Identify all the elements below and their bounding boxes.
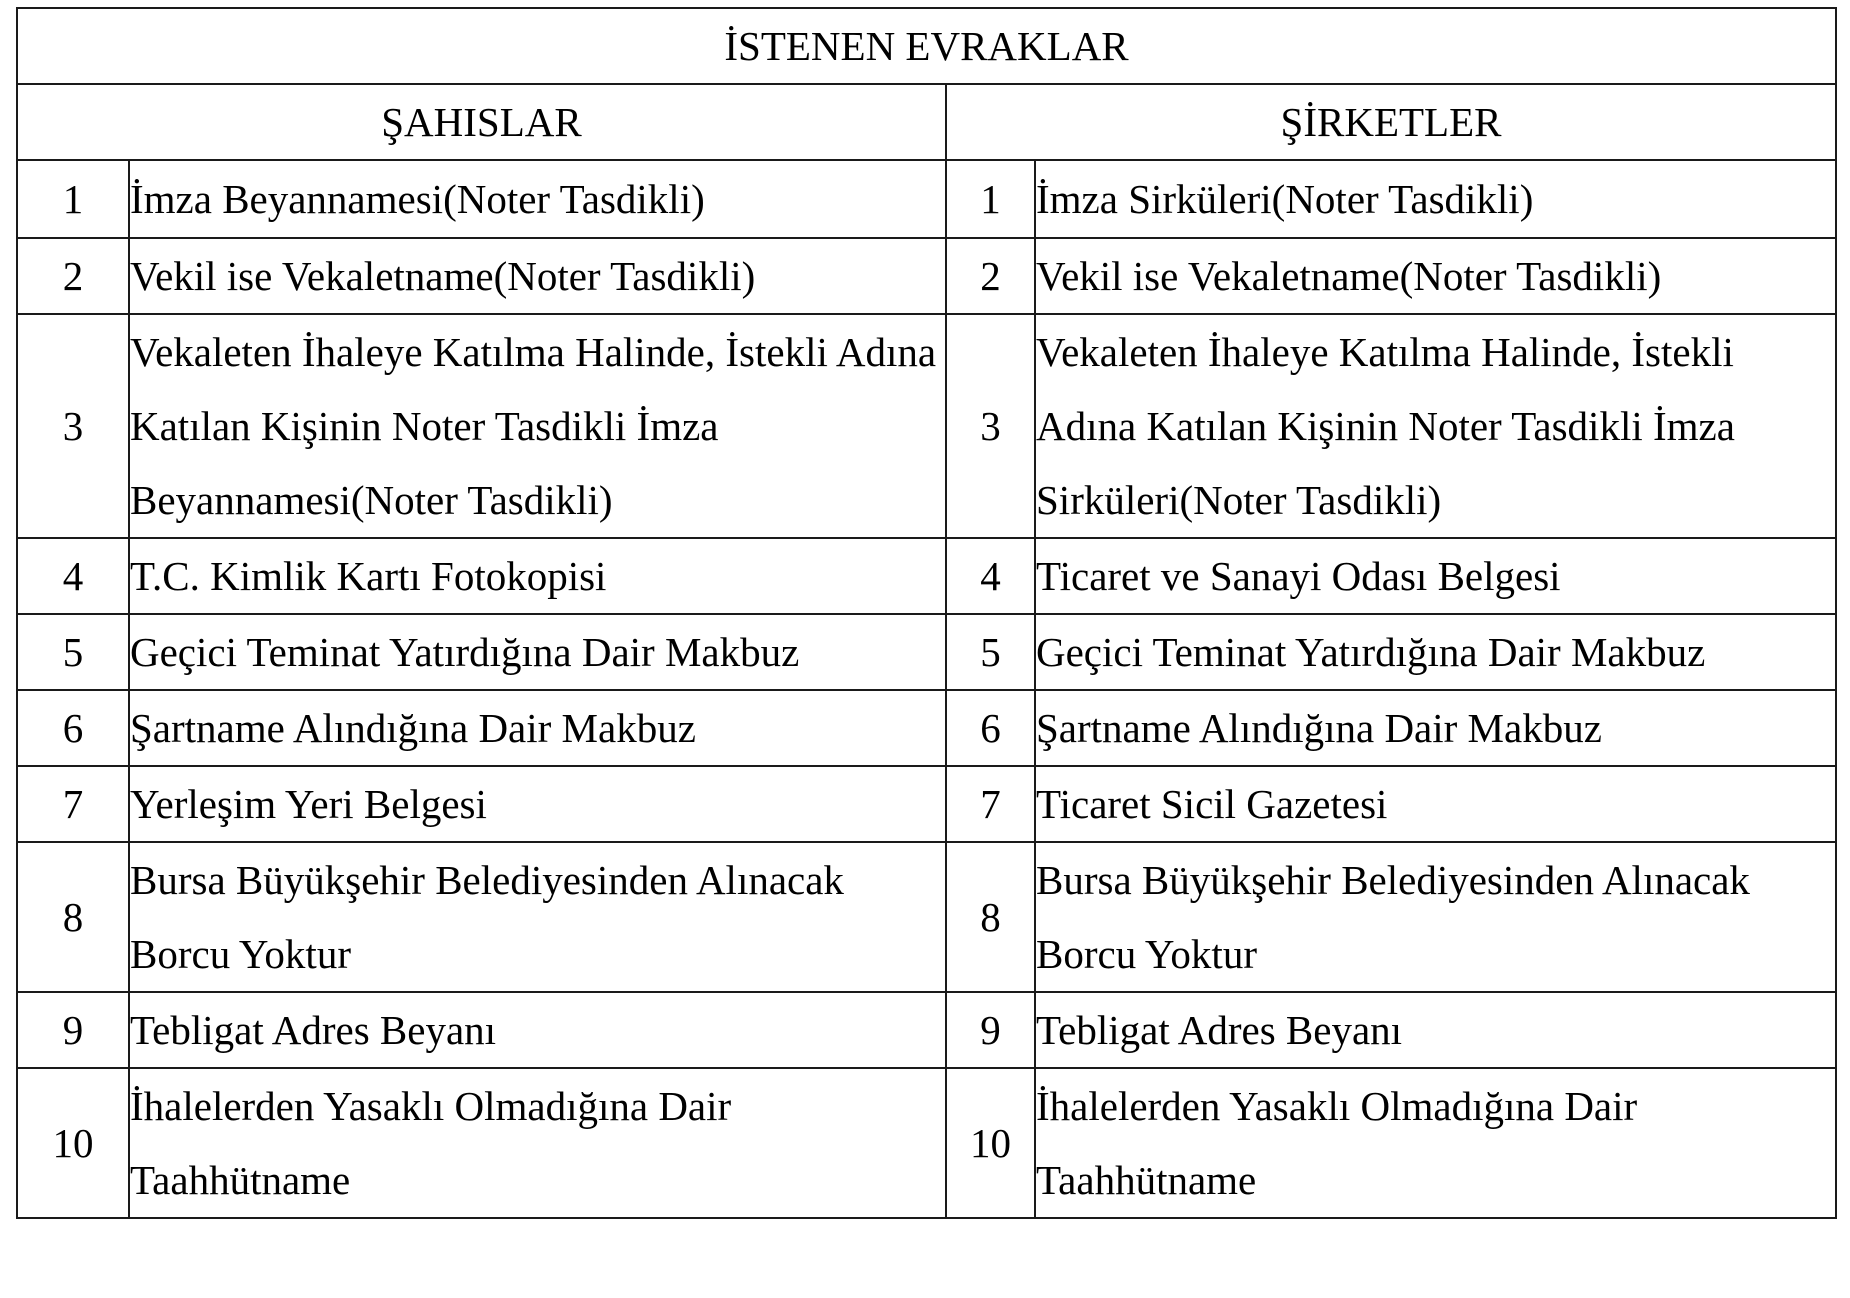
individual-number: 9 [17,992,129,1068]
company-number: 3 [946,314,1035,538]
table-row [17,614,1836,690]
table-row [17,842,1836,992]
table-row [17,538,1836,614]
individual-document: İhalelerden Yasaklı Olmadığına Dair Taahhütname [129,1068,946,1218]
company-document: Geçici Teminat Yatırdığına Dair Makbuz [1035,614,1836,690]
table-row [17,314,1836,538]
individual-document: Şartname Alındığına Dair Makbuz [129,690,946,766]
company-document: İmza Sirküleri(Noter Tasdikli) [1035,160,1836,238]
table-row [17,690,1836,766]
table-row [17,238,1836,314]
company-number: 10 [946,1068,1035,1218]
company-number: 6 [946,690,1035,766]
table-row [17,1068,1836,1218]
individual-number: 1 [17,160,129,238]
company-document: Vekaleten İhaleye Katılma Halinde, İstekli Adına Katılan Kişinin Noter Tasdikli İmza Sirküleri(Noter Tasdikli) [1035,314,1836,538]
individual-number: 10 [17,1068,129,1218]
company-number: 1 [946,160,1035,238]
table-row [17,992,1836,1068]
required-documents-table [16,7,1837,1219]
individual-number: 5 [17,614,129,690]
companies-header: ŞİRKETLER [946,84,1836,160]
individual-number: 6 [17,690,129,766]
individual-number: 8 [17,842,129,992]
group-header-row [17,84,1836,160]
company-document: Bursa Büyükşehir Belediyesinden Alınacak Borcu Yoktur [1035,842,1836,992]
company-number: 4 [946,538,1035,614]
table-row [17,766,1836,842]
individual-document: T.C. Kimlik Kartı Fotokopisi [129,538,946,614]
individual-number: 4 [17,538,129,614]
company-document: Tebligat Adres Beyanı [1035,992,1836,1068]
company-number: 9 [946,992,1035,1068]
company-number: 5 [946,614,1035,690]
individual-document: Geçici Teminat Yatırdığına Dair Makbuz [129,614,946,690]
individuals-header: ŞAHISLAR [17,84,946,160]
company-document: Ticaret ve Sanayi Odası Belgesi [1035,538,1836,614]
individual-number: 3 [17,314,129,538]
individual-document: Vekaleten İhaleye Katılma Halinde, İstekli Adına Katılan Kişinin Noter Tasdikli İmza Beyannamesi(Noter Tasdikli) [129,314,946,538]
individual-number: 7 [17,766,129,842]
individual-document: Tebligat Adres Beyanı [129,992,946,1068]
individual-document: Bursa Büyükşehir Belediyesinden Alınacak Borcu Yoktur [129,842,946,992]
company-document: İhalelerden Yasaklı Olmadığına Dair Taahhütname [1035,1068,1836,1218]
company-number: 7 [946,766,1035,842]
company-document: Ticaret Sicil Gazetesi [1035,766,1836,842]
company-document: Şartname Alındığına Dair Makbuz [1035,690,1836,766]
company-number: 8 [946,842,1035,992]
individual-number: 2 [17,238,129,314]
title-row [17,8,1836,84]
company-number: 2 [946,238,1035,314]
individual-document: Yerleşim Yeri Belgesi [129,766,946,842]
company-document: Vekil ise Vekaletname(Noter Tasdikli) [1035,238,1836,314]
individual-document: İmza Beyannamesi(Noter Tasdikli) [129,160,946,238]
table-row [17,160,1836,238]
individual-document: Vekil ise Vekaletname(Noter Tasdikli) [129,238,946,314]
table-title: İSTENEN EVRAKLAR [17,8,1836,84]
